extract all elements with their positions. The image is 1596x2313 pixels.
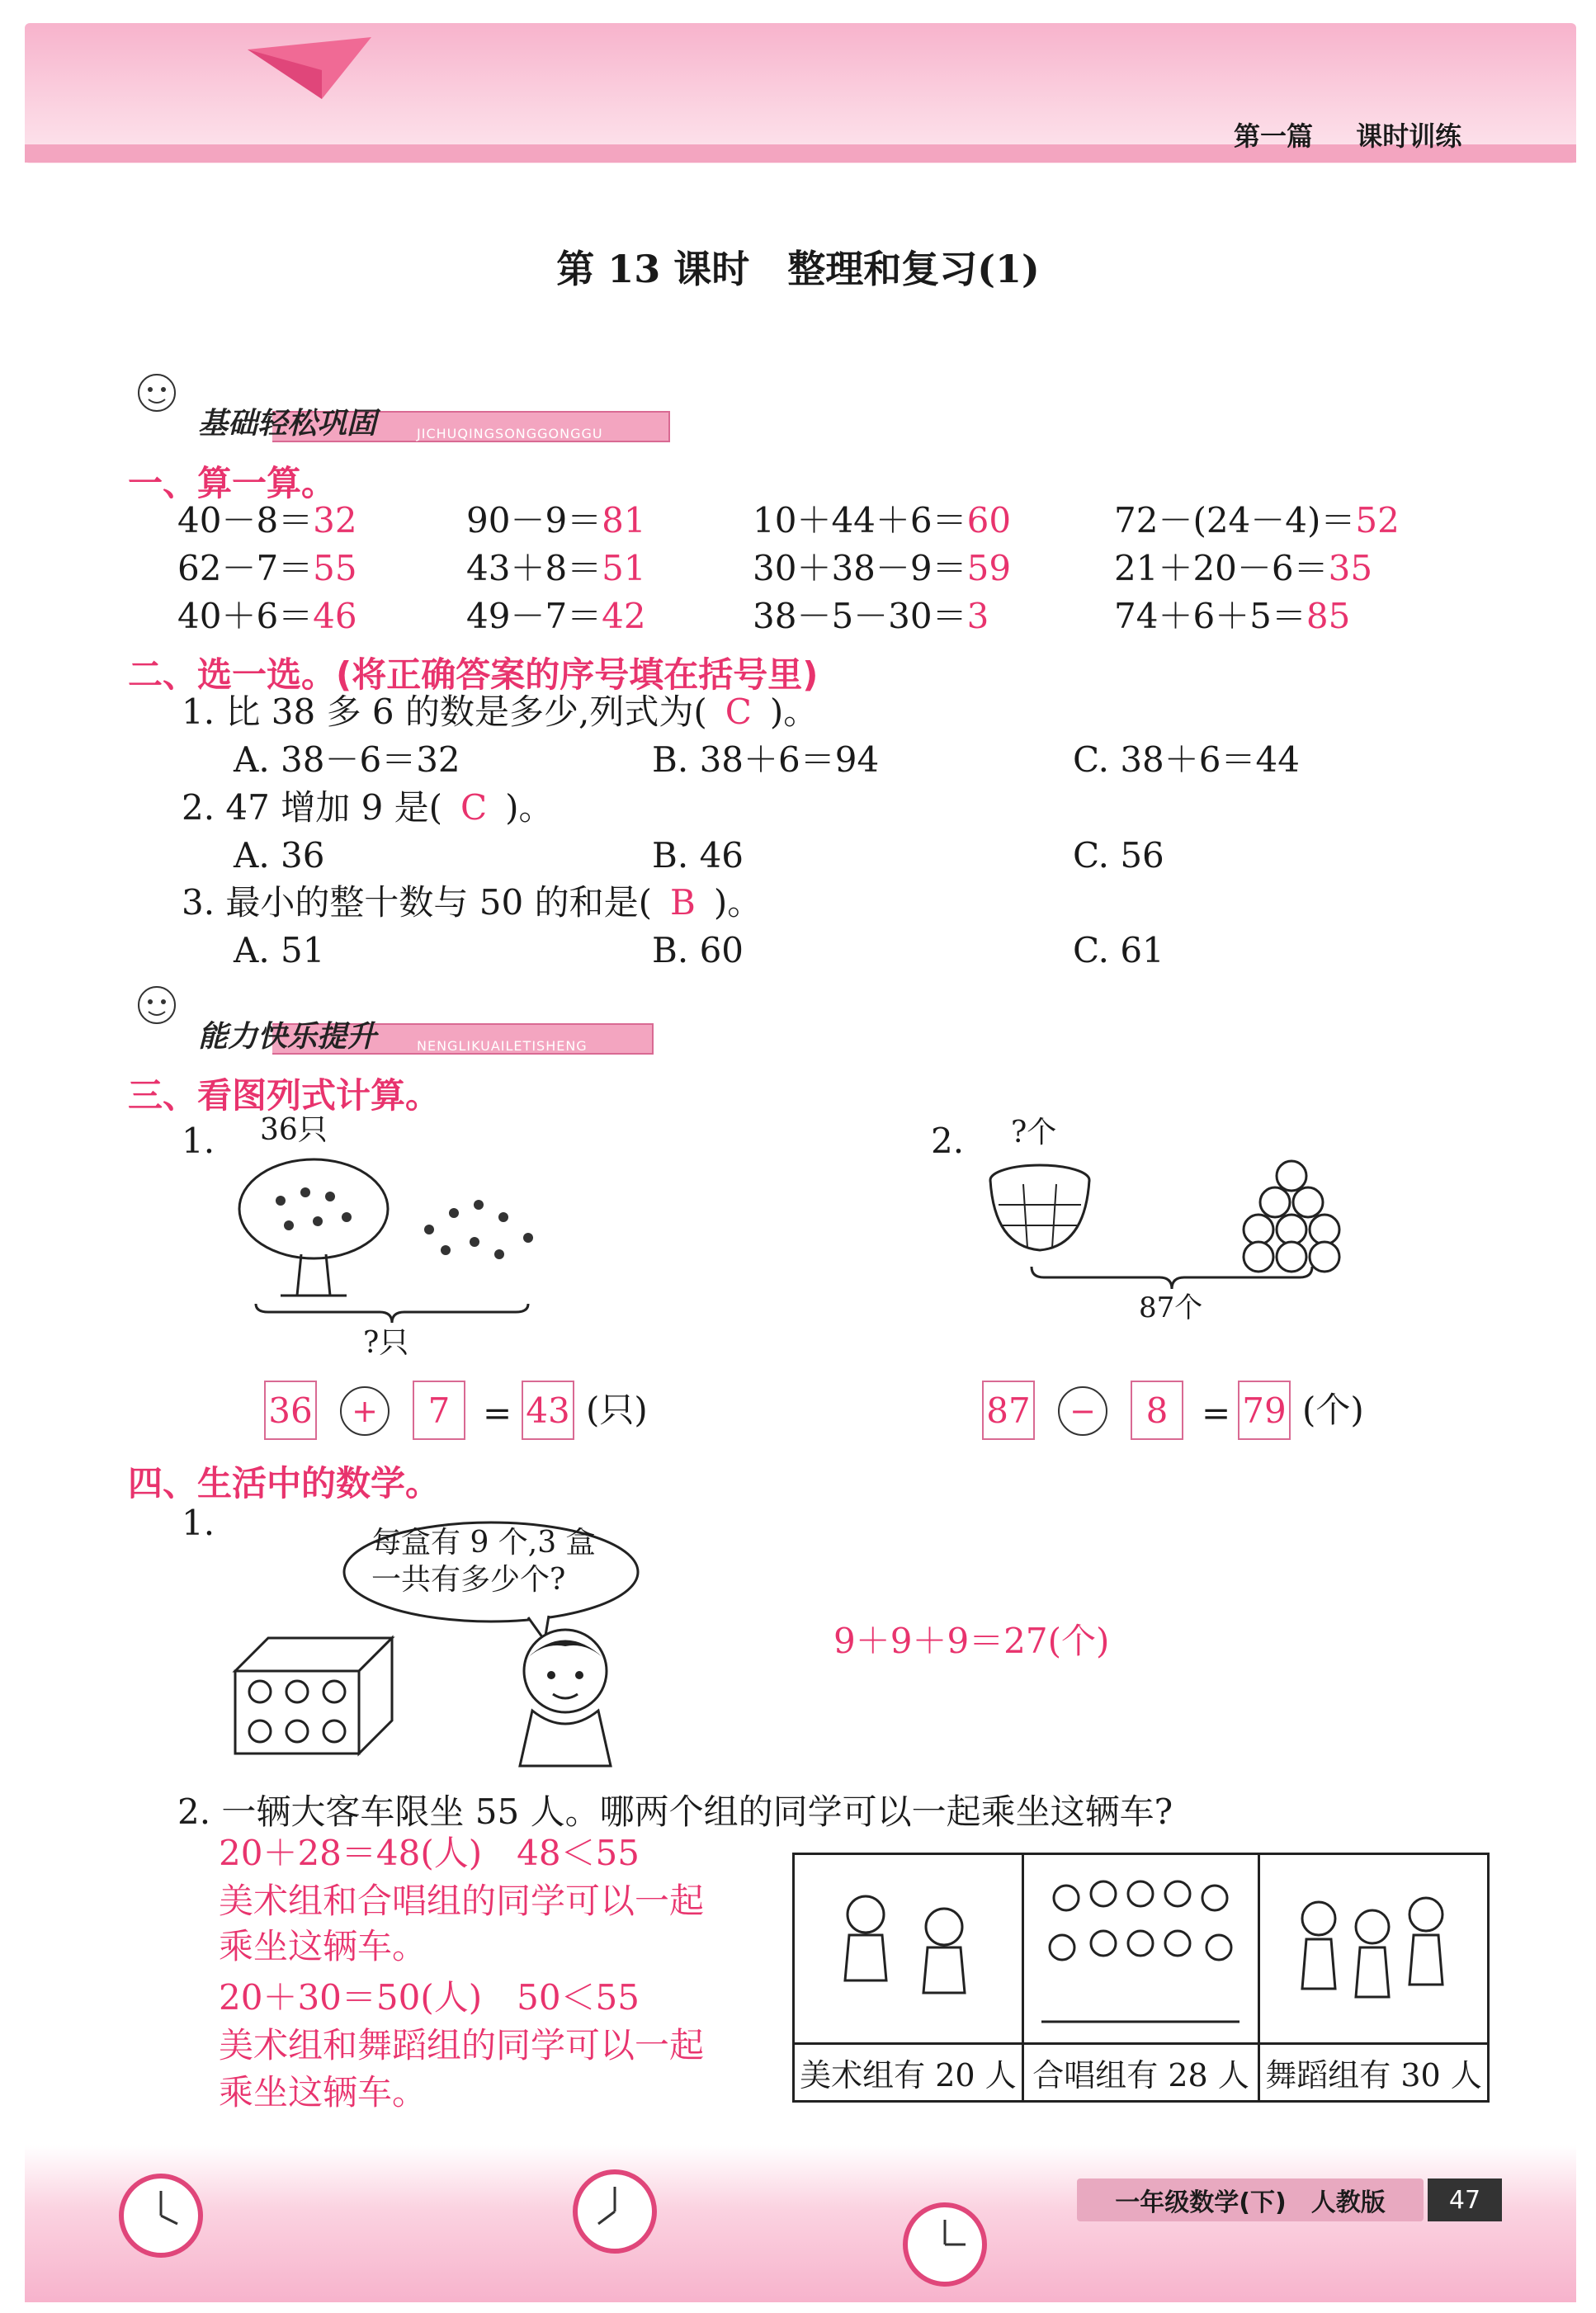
band-title-ability: 能力快乐提升	[198, 1020, 377, 1054]
choice-option: A. 51	[234, 930, 325, 970]
p1-number: 1.	[182, 1121, 215, 1161]
table-cell-dance: 舞蹈组有 30 人	[1259, 2044, 1489, 2102]
band-pinyin-ability: NENGLIKUAILETISHENG	[417, 1038, 588, 1054]
calc-item	[1114, 548, 1373, 588]
choice-question	[182, 787, 554, 828]
paper-plane-icon	[239, 33, 380, 107]
page-footer-banner	[25, 2145, 1576, 2302]
calc-item	[177, 500, 357, 540]
bubble-line-1: 每盒有 9 个,3 盒	[371, 1526, 596, 1560]
calc-answer: 3	[966, 596, 989, 636]
calc-question: 74＋6＋5＝	[1114, 596, 1306, 636]
calc-answer: 51	[602, 548, 646, 588]
p1-unit: (只)	[586, 1390, 648, 1430]
footer-book-label: 一年级数学(下) 人教版	[1077, 2178, 1424, 2221]
flying-birds-icon	[413, 1180, 553, 1279]
part4-heading: 四、生活中的数学。	[128, 1463, 441, 1503]
table-cell-art: 美术组有 20 人	[794, 2044, 1023, 2102]
apple-basket-icon	[978, 1155, 1102, 1263]
choir-group-picture	[1022, 1854, 1258, 2044]
calc-question: 72－(24－4)＝	[1114, 500, 1356, 540]
calc-question: 10＋44＋6＝	[753, 500, 967, 540]
question-stem: 3. 最小的整十数与 50 的和是(	[182, 882, 652, 923]
band-title-basic: 基础轻松巩固	[198, 407, 377, 441]
q2-answer-line: 20＋30＝50(人) 50＜55	[219, 1977, 640, 2018]
choice-option: B. 60	[652, 930, 744, 970]
calc-question: 90－9＝	[466, 500, 602, 540]
part2-heading: 二、选一选。(将正确答案的序号填在括号里)	[128, 654, 819, 695]
q1-answer: 9＋9＋9＝27(个)	[833, 1621, 1110, 1661]
choice-answer: C	[725, 692, 752, 732]
calc-answer: 35	[1328, 548, 1373, 588]
tree-birds-icon	[231, 1151, 396, 1300]
table-cell-choir: 合唱组有 28 人	[1022, 2044, 1258, 2102]
calc-question: 49－7＝	[466, 596, 602, 636]
p1-bottom-label: ?只	[363, 1326, 409, 1360]
calc-item	[753, 500, 1012, 540]
calc-answer: 60	[966, 500, 1012, 540]
q2-answer-line: 乘坐这辆车。	[219, 2072, 427, 2112]
calc-item	[466, 548, 646, 588]
p2-op-circle: −	[1058, 1386, 1107, 1436]
page-number: 47	[1428, 2178, 1502, 2221]
header-section: 课时训练	[1356, 120, 1462, 152]
brace-icon-2	[1027, 1263, 1316, 1292]
calc-question: 40－8＝	[177, 500, 314, 540]
calc-answer: 32	[313, 500, 357, 540]
calc-item	[1114, 596, 1351, 636]
p1-top-label: 36只	[260, 1113, 328, 1147]
choice-option: A. 38－6＝32	[234, 739, 460, 780]
calc-answer: 85	[1306, 596, 1351, 636]
q2-answer-line: 美术组和舞蹈组的同学可以一起	[219, 2025, 705, 2065]
calc-item	[1114, 500, 1400, 540]
calc-answer: 81	[602, 500, 646, 540]
q1-number: 1.	[182, 1503, 215, 1543]
clock-icon-3	[900, 2199, 990, 2290]
calc-answer: 52	[1355, 500, 1400, 540]
clock-icon	[116, 2170, 206, 2261]
choice-answer: B	[669, 882, 696, 923]
p2-equals: =	[1202, 1393, 1231, 1433]
calc-question: 43＋8＝	[466, 548, 602, 588]
choice-option: B. 46	[652, 835, 744, 876]
boy-icon	[495, 1621, 635, 1770]
calc-answer: 55	[313, 548, 357, 588]
choice-option: B. 38＋6＝94	[652, 739, 880, 780]
page-title: 第 13 课时 整理和复习(1)	[556, 247, 1040, 291]
band-pinyin-basic: JICHUQINGSONGGONGGU	[417, 426, 603, 441]
q2-answer-line: 美术组和合唱组的同学可以一起	[219, 1881, 705, 1921]
p2-top-label: ?个	[1011, 1116, 1057, 1149]
question-stem: 1. 比 38 多 6 的数是多少,列式为(	[182, 692, 707, 732]
p2-box-b: 8	[1131, 1381, 1183, 1440]
bubble-line-2: 一共有多少个?	[371, 1563, 566, 1597]
calc-item	[177, 548, 357, 588]
header-label	[1234, 116, 1461, 153]
art-group-picture	[794, 1854, 1023, 2044]
question-stem: 2. 47 增加 9 是(	[182, 787, 443, 828]
calc-answer: 42	[602, 596, 646, 636]
choice-option: C. 56	[1073, 835, 1164, 876]
q2-answer-line: 20＋28＝48(人) 48＜55	[219, 1833, 640, 1873]
p2-unit: (个)	[1302, 1390, 1364, 1430]
choice-option: C. 61	[1073, 930, 1164, 970]
header-series: 第一篇	[1234, 120, 1314, 152]
choice-question	[182, 692, 819, 732]
monkey-icon	[132, 370, 182, 419]
calc-question: 30＋38－9＝	[753, 548, 967, 588]
choice-option: C. 38＋6＝44	[1073, 739, 1300, 780]
q2-question: 2. 一辆大客车限坐 55 人。哪两个组的同学可以一起乘坐这辆车?	[177, 1791, 1173, 1832]
calc-answer: 46	[313, 596, 357, 636]
p1-box-b: 7	[413, 1381, 465, 1440]
choice-option: A. 36	[234, 835, 325, 876]
dancing-children-icon	[1261, 1857, 1484, 2038]
calc-question: 40＋6＝	[177, 596, 314, 636]
calc-question: 62－7＝	[177, 548, 314, 588]
groups-table	[792, 1853, 1490, 2103]
part1-heading: 一、算一算。	[128, 463, 337, 503]
choice-answer: C	[460, 787, 488, 828]
choice-question	[182, 882, 763, 923]
children-drawing-icon	[796, 1857, 1018, 2038]
part3-heading: 三、看图列式计算。	[128, 1075, 441, 1116]
p1-equals: =	[483, 1393, 512, 1433]
question-stem-end: )。	[713, 882, 763, 923]
clock-icon-2	[569, 2166, 660, 2257]
question-stem-end: )。	[769, 692, 819, 732]
calc-item	[466, 596, 646, 636]
calc-question: 21＋20－6＝	[1114, 548, 1329, 588]
calc-item	[177, 596, 357, 636]
apple-pile-icon	[1230, 1151, 1353, 1275]
calc-item	[753, 596, 989, 636]
p2-bottom-label: 87个	[1139, 1291, 1203, 1324]
p1-op-circle: +	[340, 1386, 390, 1436]
question-stem-end: )。	[505, 787, 554, 828]
p2-box-result: 79	[1238, 1381, 1291, 1440]
calc-item	[753, 548, 1012, 588]
p2-number: 2.	[931, 1121, 965, 1161]
calc-item	[466, 500, 646, 540]
calc-answer: 59	[966, 548, 1012, 588]
monkey-icon	[132, 982, 182, 1031]
egg-box-icon	[231, 1634, 396, 1766]
choir-children-icon	[1025, 1857, 1256, 2038]
calc-question: 38－5－30＝	[753, 596, 967, 636]
p1-box-result: 43	[522, 1381, 574, 1440]
p1-box-a: 36	[264, 1381, 317, 1440]
dance-group-picture	[1259, 1854, 1489, 2044]
brace-icon	[252, 1300, 532, 1324]
q2-answer-line: 乘坐这辆车。	[219, 1926, 427, 1966]
p2-box-a: 87	[982, 1381, 1035, 1440]
